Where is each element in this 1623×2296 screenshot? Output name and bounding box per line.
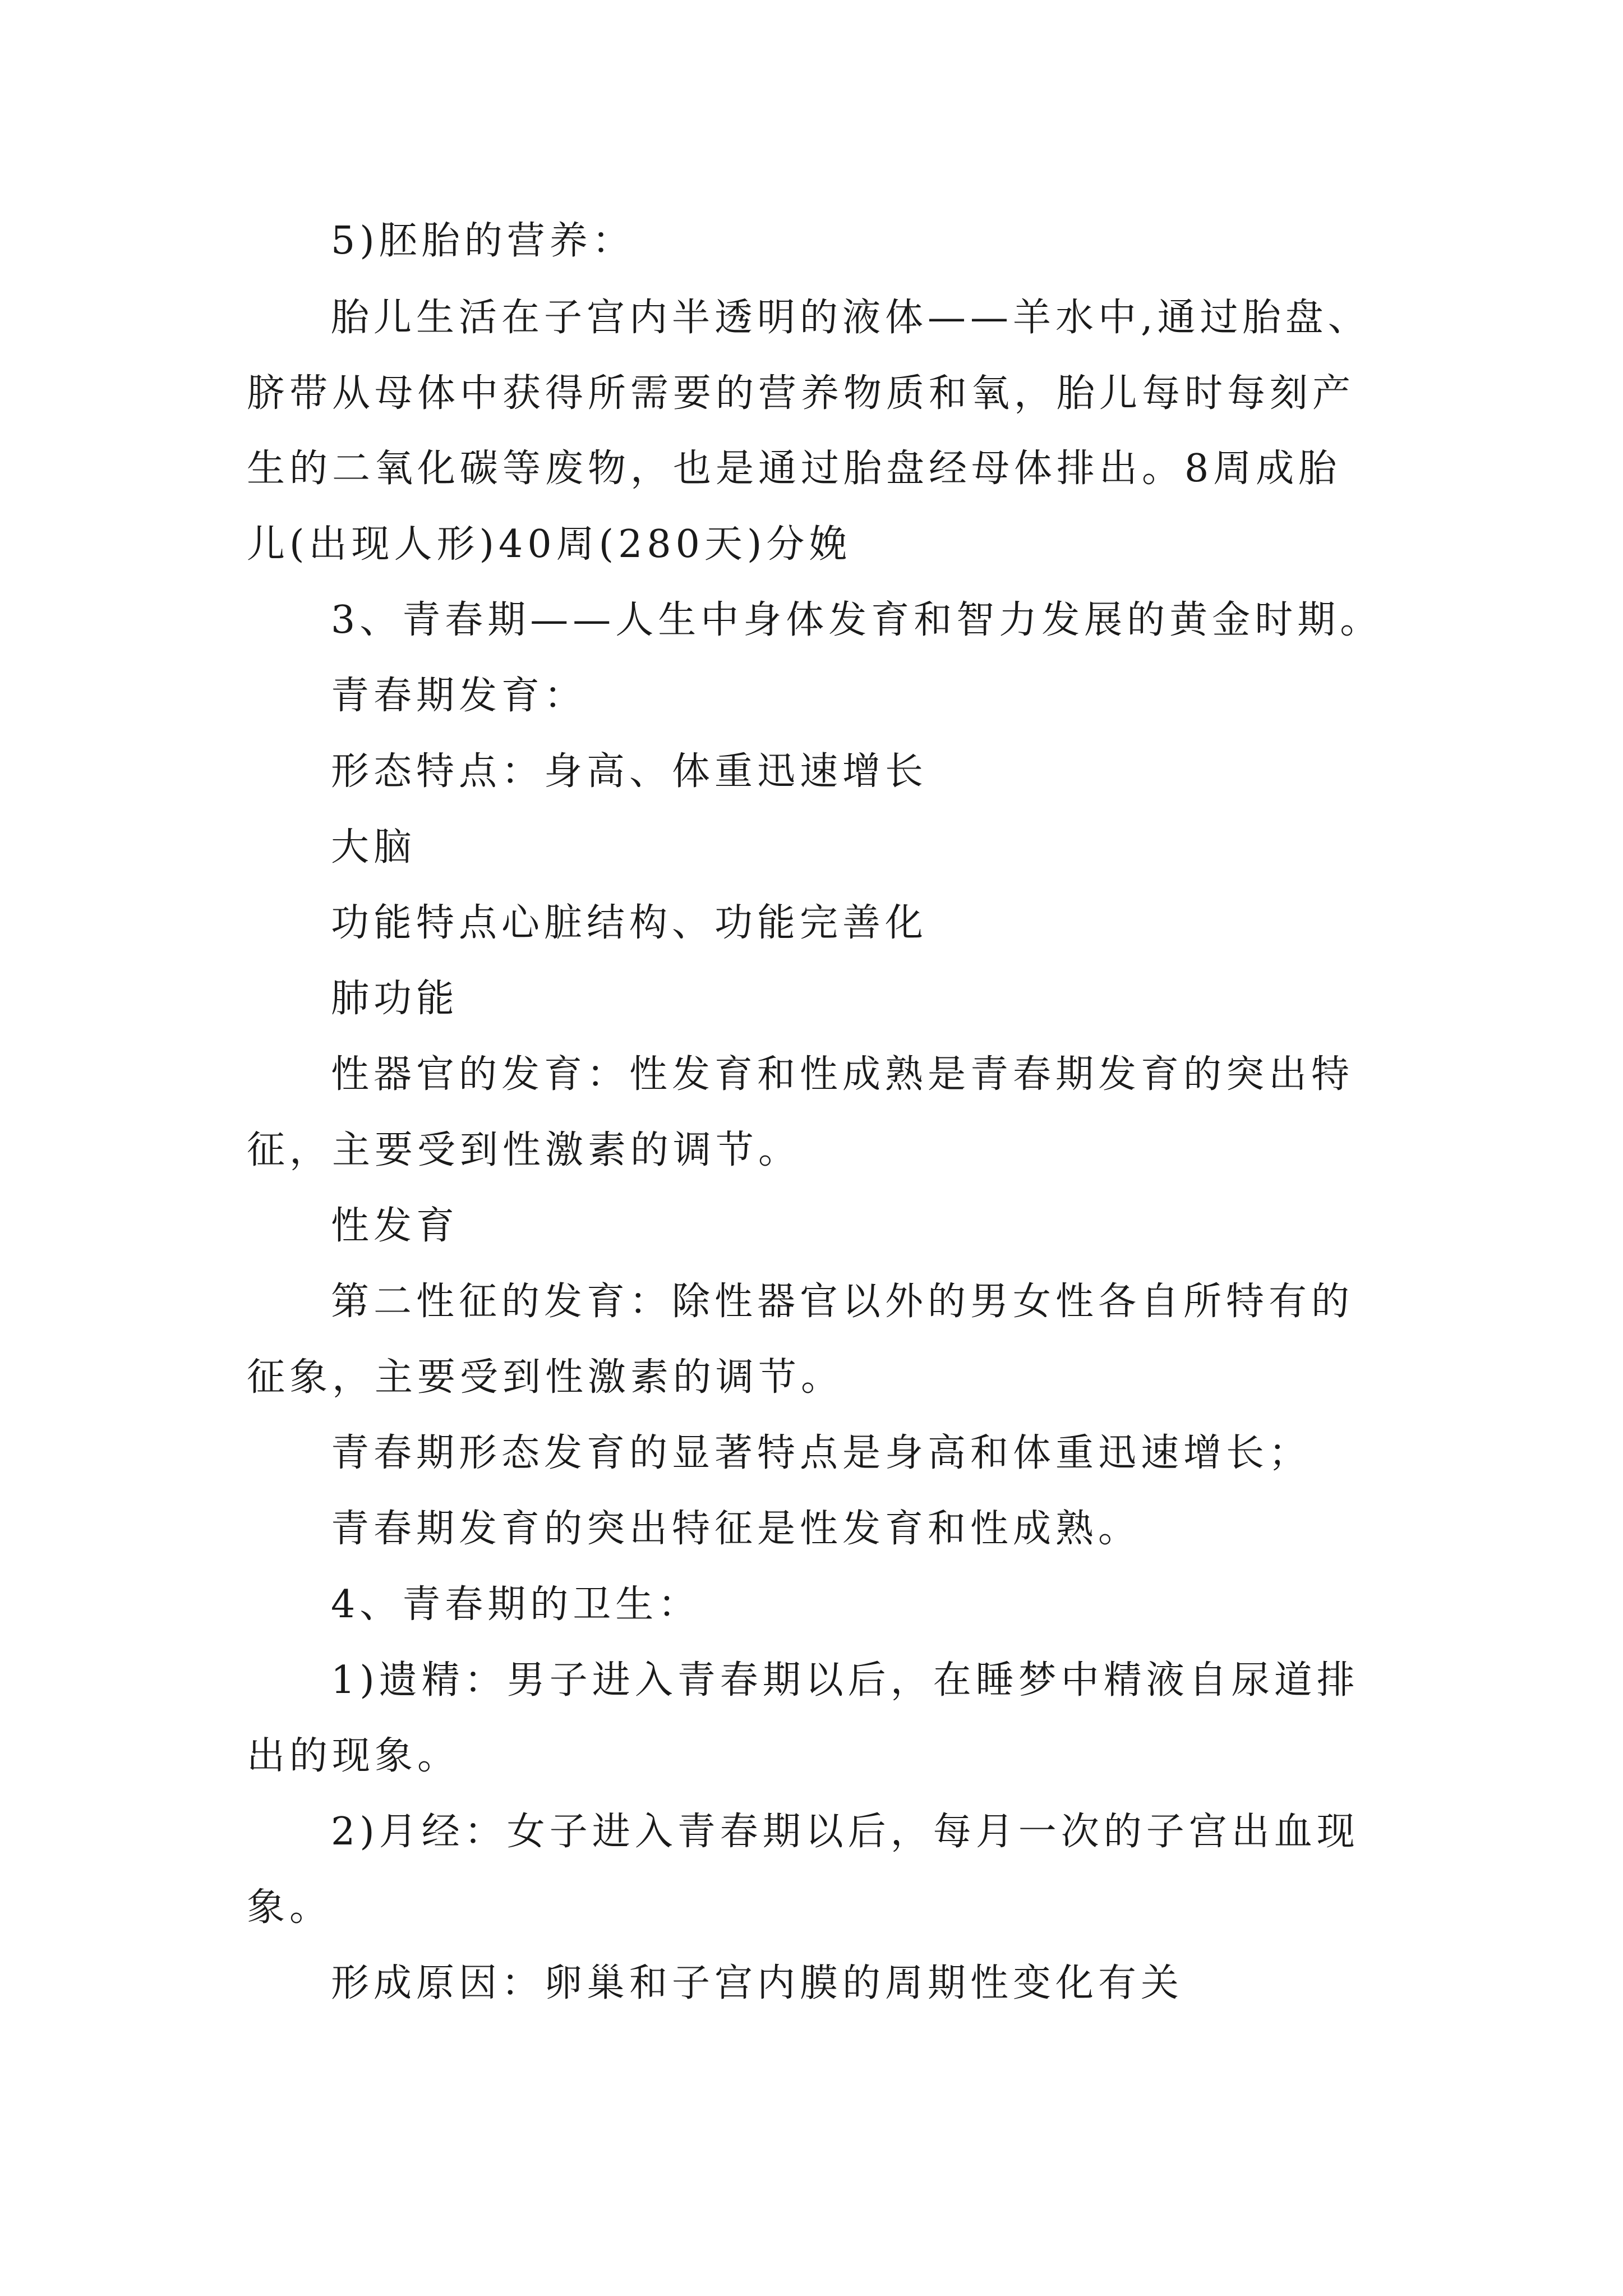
paragraph-line: 2)月经：女子进入青春期以后，每月一次的子宫出血现 (331, 1810, 1359, 1854)
paragraph-line: 生的二氧化碳等废物，也是通过胎盘经母体排出。8周成胎 (247, 447, 1341, 491)
paragraph-line: 功能特点心脏结构、功能完善化 (331, 901, 928, 945)
paragraph-line: 青春期形态发育的显著特点是身高和体重迅速增长； (331, 1431, 1312, 1475)
paragraph-line: 肺功能 (331, 977, 459, 1021)
heading-puberty: 3、青春期——人生中身体发育和智力发展的黄金时期。 (331, 598, 1383, 642)
paragraph-line: 形态特点：身高、体重迅速增长 (331, 749, 928, 794)
paragraph-line: 性发育 (331, 1204, 459, 1248)
subheading-embryo-nutrition: 5)胚胎的营养： (331, 219, 635, 263)
paragraph-line: 1)遗精：男子进入青春期以后，在睡梦中精液自尿道排 (331, 1658, 1359, 1703)
paragraph-line: 征象，主要受到性激素的调节。 (247, 1355, 844, 1400)
heading-puberty-hygiene: 4、青春期的卫生： (331, 1582, 701, 1627)
paragraph-line: 第二性征的发育：除性器官以外的男女性各自所特有的 (331, 1280, 1354, 1324)
paragraph-line: 胎儿生活在子宫内半透明的液体——羊水中,通过胎盘、 (331, 296, 1371, 340)
paragraph-line: 大脑 (331, 825, 417, 869)
paragraph-line: 征，主要受到性激素的调节。 (247, 1128, 801, 1172)
paragraph-line: 性器官的发育：性发育和性成熟是青春期发育的突出特 (331, 1052, 1354, 1097)
subheading-puberty-development: 青春期发育： (331, 674, 587, 718)
paragraph-line: 象。 (247, 1885, 333, 1930)
paragraph-line: 儿(出现人形)40周(280天)分娩 (247, 522, 852, 567)
paragraph-line: 出的现象。 (247, 1734, 460, 1778)
paragraph-line: 形成原因：卵巢和子宫内膜的周期性变化有关 (331, 1961, 1184, 2005)
paragraph-line: 脐带从母体中获得所需要的营养物质和氧，胎儿每时每刻产 (247, 371, 1355, 416)
paragraph-line: 青春期发育的突出特征是性发育和性成熟。 (331, 1507, 1141, 1551)
